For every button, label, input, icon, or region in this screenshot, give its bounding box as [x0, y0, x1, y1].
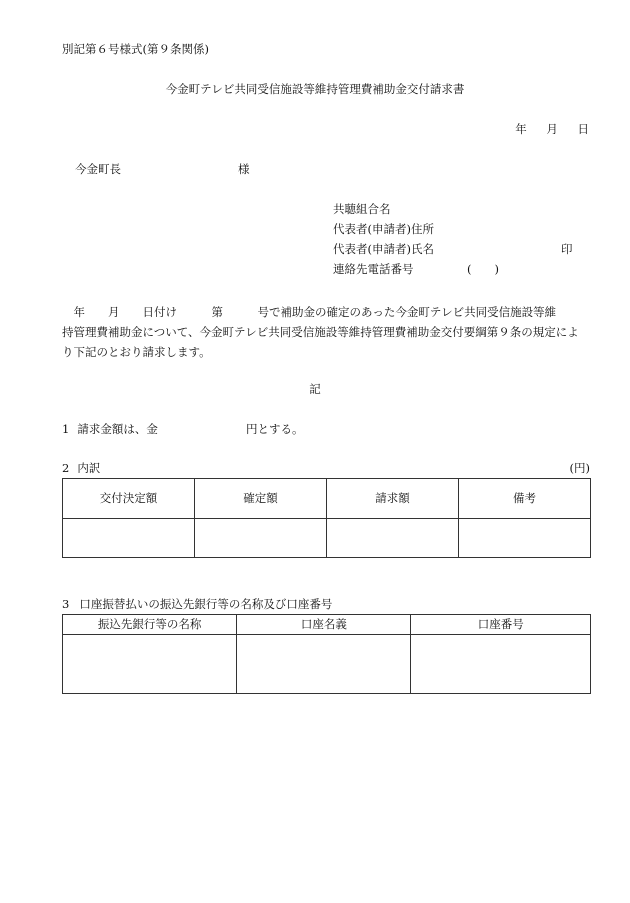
phone-label: 連絡先電話番号 — [333, 262, 414, 276]
unit-label: (円) — [569, 461, 590, 475]
breakdown-header-row — [63, 479, 591, 519]
header-request-amount: 請求額 — [327, 479, 459, 519]
association-name-row — [333, 204, 573, 224]
ki-heading: 記 — [309, 382, 321, 396]
body-paragraph — [62, 302, 592, 362]
item-2-number: 2 — [62, 461, 70, 475]
header-confirmed-amount: 確定額 — [195, 479, 327, 519]
bank-value-row — [63, 635, 591, 694]
item-1-number: 1 — [62, 422, 70, 436]
item-2-label: 内訳 — [77, 461, 101, 475]
date-line — [515, 124, 589, 136]
date-year: 年 — [515, 122, 527, 136]
bank-header-row — [63, 615, 591, 635]
item-1-request-amount — [62, 422, 304, 436]
header-account-number: 口座番号 — [411, 615, 591, 635]
cell-bank-name[interactable] — [63, 635, 237, 694]
body-line-1: 年 月 日付け 第 号で補助金の確定のあった今金町テレビ共同受信施設等維 — [62, 305, 557, 319]
cell-request-amount[interactable] — [327, 519, 459, 558]
cell-account-holder[interactable] — [237, 635, 411, 694]
addressee-honorific: 様 — [238, 162, 250, 176]
bank-account-table — [62, 614, 591, 694]
cell-account-number[interactable] — [411, 635, 591, 694]
item-3-heading — [62, 599, 332, 611]
body-line-2: 持管理費補助金について、今金町テレビ共同受信施設等維持管理費補助金交付要綱第９条の規定によ — [62, 325, 579, 339]
applicant-address-row — [333, 224, 573, 244]
item-1-yen: 円とする。 — [246, 422, 304, 436]
item-1-label: 請求金額は、金 — [77, 422, 158, 436]
applicant-block — [333, 204, 573, 284]
applicant-name-row — [333, 244, 573, 264]
applicant-address-label: 代表者(申請者)住所 — [333, 222, 434, 236]
breakdown-value-row — [63, 519, 591, 558]
header-account-holder: 口座名義 — [237, 615, 411, 635]
header-grant-decision-amount: 交付決定額 — [63, 479, 195, 519]
date-day: 日 — [577, 122, 589, 136]
header-remarks: 備考 — [459, 479, 591, 519]
item-3-label: 口座振替払いの振込先銀行等の名称及び口座番号 — [79, 597, 333, 611]
applicant-name-label: 代表者(申請者)氏名 — [333, 242, 434, 256]
association-label: 共聴組合名 — [333, 202, 391, 216]
item-3-number: 3 — [62, 597, 70, 611]
date-month: 月 — [546, 122, 558, 136]
item-2-heading — [62, 463, 100, 475]
seal-mark: 印 — [561, 242, 573, 256]
form-number: 別記第６号様式(第９条関係) — [62, 42, 209, 56]
body-line-3: り下記のとおり請求します。 — [62, 345, 211, 359]
phone-parentheses: ( ) — [467, 262, 499, 276]
document-title: 今金町テレビ共同受信施設等維持管理費補助金交付請求書 — [165, 82, 465, 96]
addressee-name: 今金町長 — [75, 162, 121, 176]
phone-row — [333, 264, 573, 284]
cell-remarks[interactable] — [459, 519, 591, 558]
cell-confirmed-amount[interactable] — [195, 519, 327, 558]
breakdown-table — [62, 478, 591, 558]
cell-grant-decision-amount[interactable] — [63, 519, 195, 558]
header-bank-name: 振込先銀行等の名称 — [63, 615, 237, 635]
